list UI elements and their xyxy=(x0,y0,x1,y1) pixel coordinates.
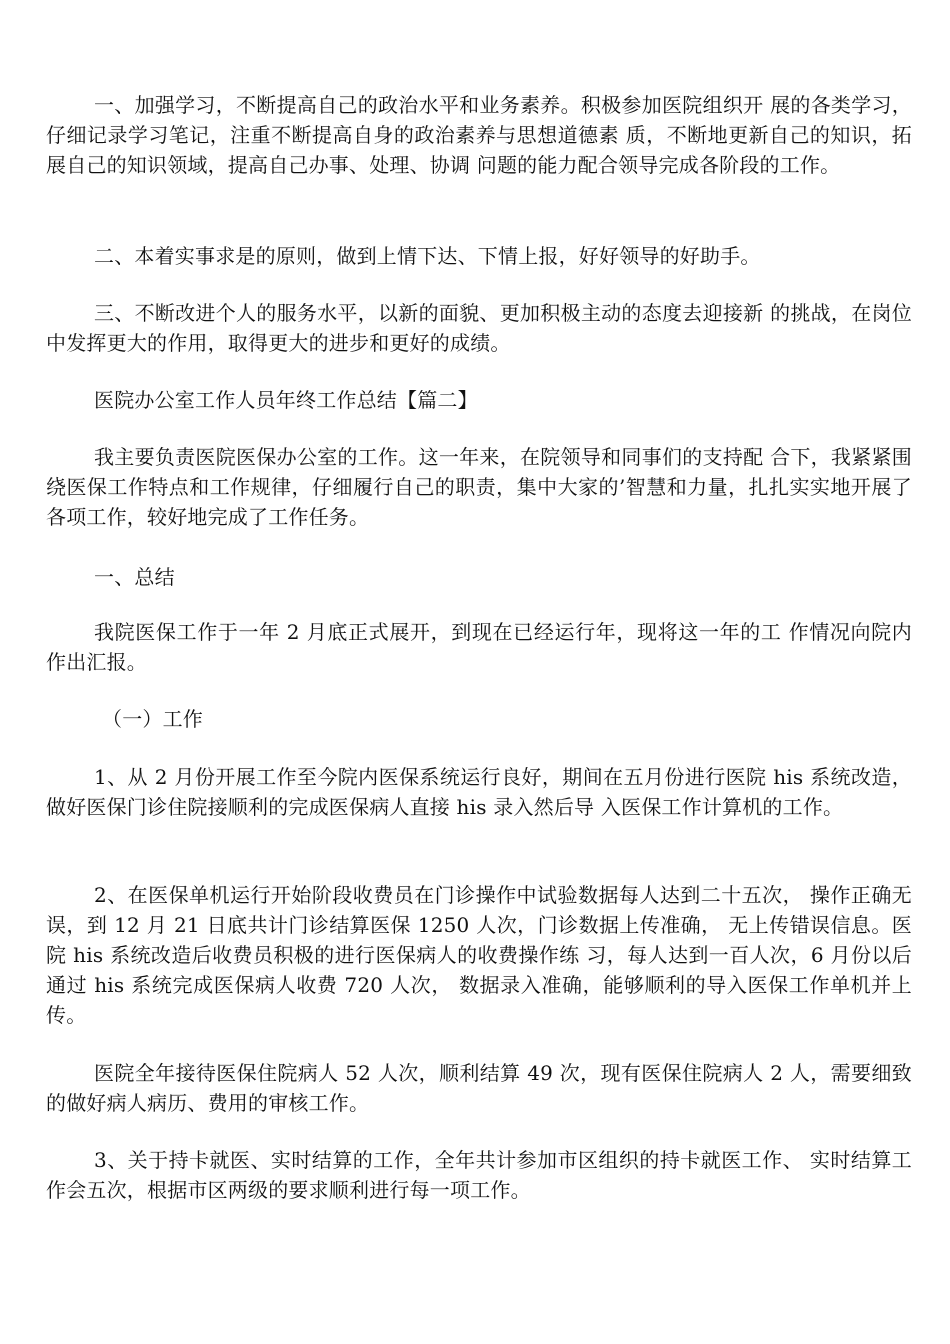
work-heading: （一）工作 xyxy=(102,707,203,731)
paragraph-service: 三、不断改进个人的服务水平，以新的面貌、更加积极主动的态度去迎接新 的挑战，在岗位中发挥更大的作用，取得更大的进步和更好的成绩。 xyxy=(46,301,912,355)
section-title: 医院办公室工作人员年终工作总结【篇二】 xyxy=(94,388,478,412)
paragraph-summary: 我院医保工作于一年 2 月底正式展开，到现在已经运行年，现将这一年的工 作情况向院内作出汇报。 xyxy=(46,620,912,674)
summary-heading: 一、总结 xyxy=(94,565,175,589)
paragraph-inpatients: 医院全年接待医保住院病人 52 人次，顺利结算 49 次，现有医保住院病人 2 人，需要细致的做好病人病历、费用的审核工作。 xyxy=(46,1061,912,1115)
paragraph-study: 一、加强学习，不断提高自己的政治水平和业务素养。积极参加医院组织开 展的各类学习，仔细记录学习笔记，注重不断提高自身的政治素养与思想道德素 质，不断地更新自己的知识，拓展自己的知识领域，提高自己办事、处理、协调 问题的能力配合领导完成各阶段的工作。 xyxy=(46,93,912,177)
paragraph-item-1: 1、从 2 月份开展工作至今院内医保系统运行良好，期间在五月份进行医院 his 系统改造，做好医保门诊住院接顺利的完成医保病人直接 his 录入然后导 入医保工作计算机的工作。 xyxy=(46,765,912,819)
paragraph-truth: 二、本着实事求是的原则，做到上情下达、下情上报，好好领导的好助手。 xyxy=(94,244,761,268)
paragraph-item-3: 3、关于持卡就医、实时结算的工作，全年共计参加市区组织的持卡就医工作、 实时结算工作会五次，根据市区两级的要求顺利进行每一项工作。 xyxy=(46,1148,912,1202)
paragraph-intro: 我主要负责医院医保办公室的工作。这一年来，在院领导和同事们的支持配 合下，我紧紧围绕医保工作特点和工作规律，仔细履行自己的职责，集中大家的’智慧和力量，扎扎实实地开展了各项工作，较好地完成了工作任务。 xyxy=(46,445,912,529)
paragraph-item-2: 2、在医保单机运行开始阶段收费员在门诊操作中试验数据每人达到二十五次， 操作正确无误，到 12 月 21 日底共计门诊结算医保 1250 人次，门诊数据上传准确， 无上传错误信息。医院 his 系统改造后收费员积极的进行医保病人的收费操作练 习，每人达到一百人次，6 月份以后通过 his 系统完成医保病人收费 720 人次， 数据录入准确，能够顺利的导入医保工作单机并上传。 xyxy=(46,883,912,1027)
